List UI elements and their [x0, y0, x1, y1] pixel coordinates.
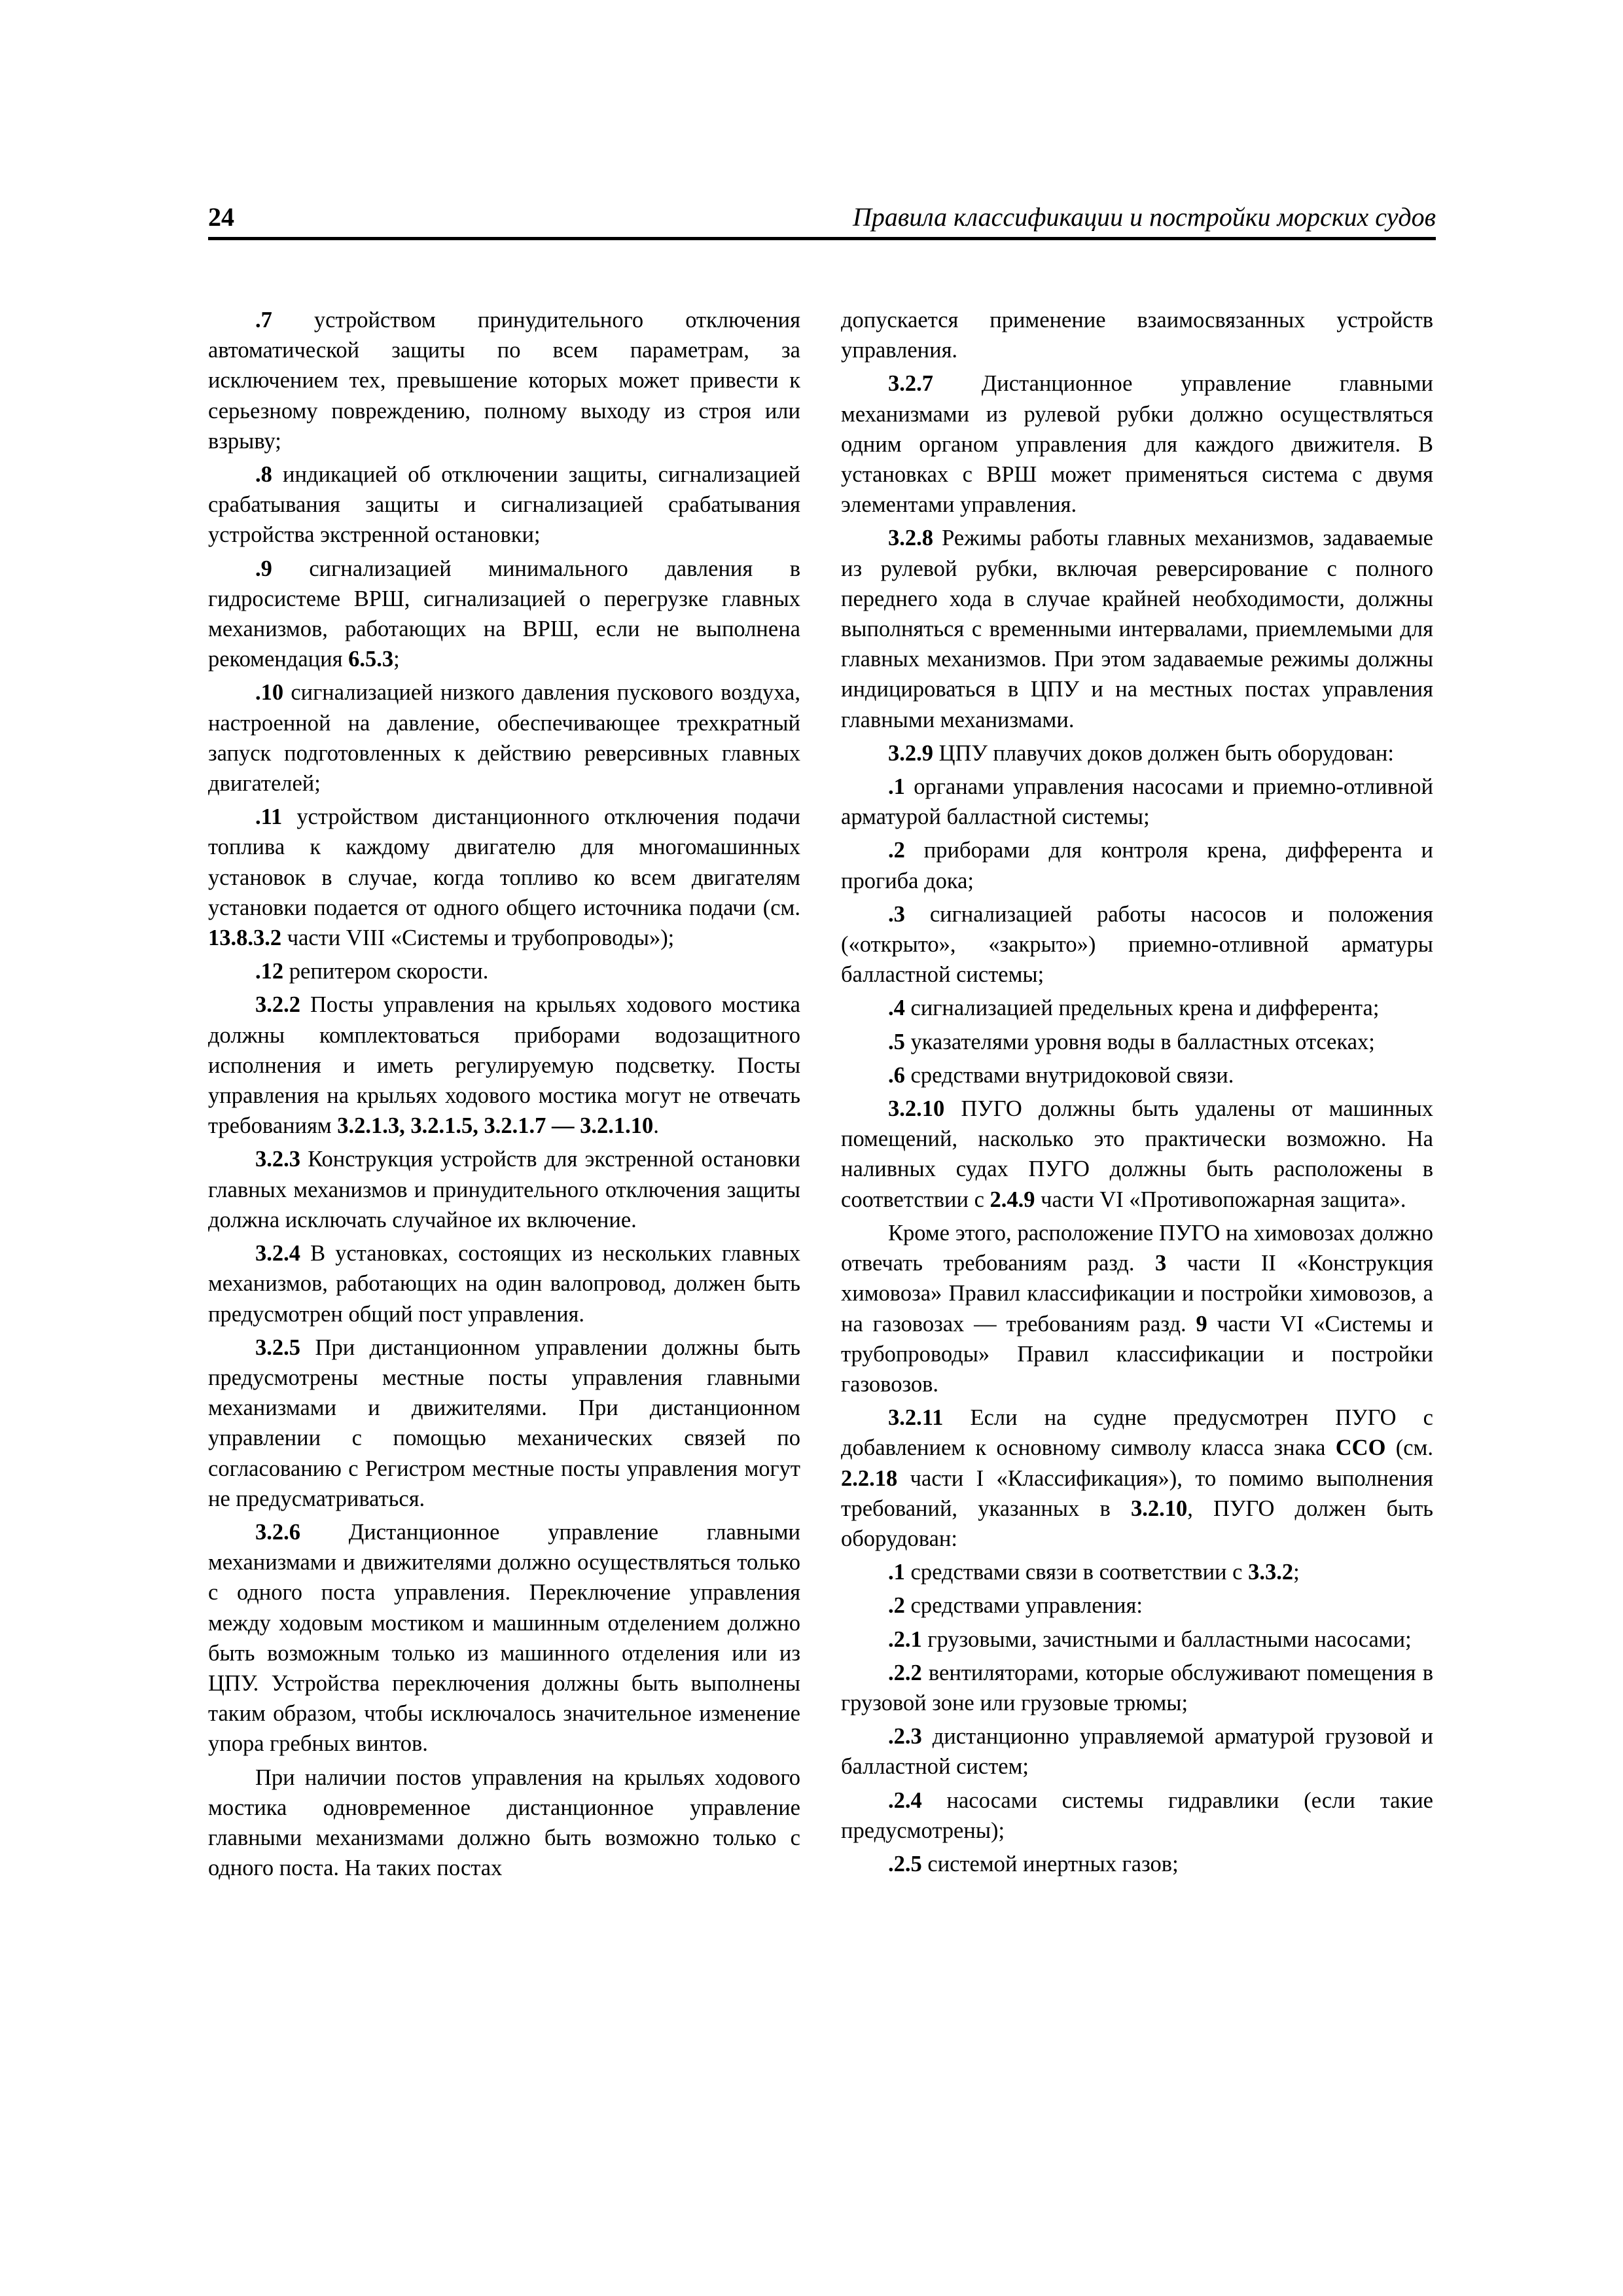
paragraph: [208, 1763, 800, 1884]
paragraph: [841, 1721, 1433, 1782]
paragraph-text: органами управления насосами и приемно-отливной арматурой балластной системы;: [841, 774, 1433, 830]
page-header: [208, 199, 1436, 236]
clause-number: .2.3: [888, 1724, 922, 1749]
paragraph-text: При наличии постов управления на крыльях ходового мостика одновременное дистанционное управление главными механизмами должно быть возможно только с одного поста. На таких постах: [208, 1765, 800, 1881]
clause-number: .1: [888, 1560, 905, 1585]
paragraph-text: устройством принудительного отключения автоматической защиты по всем параметрам, за исключением тех, превышение которых может привести к серьезному повреждению, полному выходу из строя или взрыву;: [208, 308, 800, 454]
paragraph-text: допускается применение взаимосвязанных устройств управления.: [841, 308, 1433, 363]
paragraph-text: сигнализацией предельных крена и дифферента;: [904, 996, 1380, 1021]
paragraph-text: .: [653, 1113, 659, 1139]
paragraph-text: части I «Классификация»), то помимо выполнения требований, указанных в: [841, 1465, 1433, 1521]
reference: 2.4.9: [990, 1187, 1035, 1212]
paragraph: [841, 1027, 1433, 1057]
clause-number: .2.4: [888, 1787, 922, 1813]
paragraph: [841, 899, 1433, 990]
clause-number: 3.2.2: [255, 992, 300, 1018]
clause-number: .2.2: [888, 1660, 922, 1685]
reference: 2.2.18: [841, 1465, 898, 1491]
paragraph-text: При дистанционном управлении должны быть предусмотрены местные посты управления главными механизмами и движителями. При дистанционном управлении с помощью механических связей по согласованию с Регистром местные посты управления могут не предусматриваться.: [208, 1335, 800, 1511]
paragraph-text: грузовыми, зачистными и балластными насосами;: [921, 1626, 1412, 1652]
reference: 3.3.2: [1248, 1560, 1294, 1585]
paragraph: [208, 990, 800, 1141]
paragraph: [841, 1403, 1433, 1554]
paragraph-text: Посты управления на крыльях ходового мостика должны комплектоваться приборами водозащитного исполнения и иметь регулируемую подсветку. Посты управления на крыльях ходового мостика могут не отвечать требованиям: [208, 992, 800, 1139]
page-number: 24: [208, 202, 234, 232]
clause-number: 3.2.10: [888, 1096, 945, 1122]
clause-number: .3: [888, 901, 905, 927]
paragraph-text: В установках, состоящих из нескольких главных механизмов, работающих на один валопровод, должен быть предусмотрен общий пост управления.: [208, 1241, 800, 1327]
clause-number: 3.2.11: [888, 1405, 944, 1431]
clause-number: .2.1: [888, 1626, 922, 1652]
paragraph: [208, 305, 800, 456]
paragraph-text: Режимы работы главных механизмов, задаваемые из рулевой рубки, включая реверсирование с полного переднего хода в случае крайней необходимости, должны выполняться с временными интервалами, приемлемыми для главных механизмов. При этом задаваемые режимы должны индицироваться в ЦПУ и на местных постах управления главными механизмами.: [841, 526, 1433, 732]
paragraph: [841, 1658, 1433, 1718]
paragraph: [208, 554, 800, 675]
paragraph: [208, 677, 800, 798]
paragraph-text: Кроме этого, расположение ПУГО на химовозах должно отвечать требованиям разд.: [841, 1220, 1433, 1276]
paragraph-text: сигнализацией низкого давления пускового воздуха, настроенной на давление, обеспечивающее трехкратный запуск подготовленных к действию реверсивных главных двигателей;: [208, 680, 800, 797]
paragraph-text: ЦПУ плавучих доков должен быть оборудован:: [933, 740, 1394, 766]
clause-number: .4: [888, 996, 905, 1021]
paragraph-text: Дистанционное управление главными механизмами из рулевой рубки должно осуществляться одним органом управления для каждого движителя. В установках с ВРШ может применяться система с двумя элементами управления.: [841, 371, 1433, 518]
paragraph: [841, 523, 1433, 734]
paragraph: [841, 368, 1433, 520]
paragraph-text: дистанционно управляемой арматурой грузовой и балластной систем;: [841, 1724, 1433, 1780]
reference: 13.8.3.2: [208, 925, 282, 951]
paragraph: [208, 802, 800, 953]
clause-number: .6: [888, 1062, 905, 1088]
clause-number: 3.2.9: [888, 740, 933, 766]
paragraph-text: средствами управления:: [904, 1593, 1143, 1619]
paragraph-text: репитером скорости.: [283, 959, 489, 984]
clause-number: 3.2.7: [888, 371, 933, 397]
clause-number: .7: [255, 308, 272, 332]
paragraph-text: индикацией об отключении защиты, сигнализацией срабатывания защиты и сигнализацией срабатывания устройства экстренной остановки;: [208, 462, 800, 548]
paragraph: [841, 1590, 1433, 1621]
clause-number: .9: [255, 556, 272, 581]
paragraph-text: указателями уровня воды в балластных отсеках;: [904, 1029, 1375, 1054]
clause-number: .2.5: [888, 1851, 922, 1876]
paragraph-text: Конструкция устройств для экстренной остановки главных механизмов и принудительного отключения защиты должна исключать случайное их включение.: [208, 1147, 800, 1232]
paragraph-text: средствами связи в соответствии с: [904, 1560, 1249, 1585]
paragraph-text: части VI «Противопожарная защита».: [1035, 1187, 1406, 1212]
paragraph: [208, 1517, 800, 1759]
paragraph: [208, 956, 800, 986]
paragraph-text: приборами для контроля крена, дифферента и прогиба дока;: [841, 838, 1433, 893]
paragraph: [841, 1785, 1433, 1846]
paragraph-text: средствами внутридоковой связи.: [904, 1062, 1234, 1088]
clause-number: 3.2.3: [255, 1147, 300, 1172]
paragraph: [841, 305, 1433, 365]
paragraph-text: , ПУГО должен быть оборудован:: [841, 1496, 1433, 1551]
paragraph-text: ;: [393, 647, 400, 672]
paragraph-text: (см.: [1385, 1435, 1433, 1461]
paragraph: [841, 1094, 1433, 1215]
clause-number: .11: [255, 804, 283, 830]
paragraph: [841, 772, 1433, 832]
clause-number: 3.2.6: [255, 1519, 300, 1545]
paragraph-text: сигнализацией минимального давления в гидросистеме ВРШ, сигнализацией о перегрузке главных механизмов, работающих на ВРШ, если не выполнена рекомендация: [208, 556, 800, 672]
paragraph-text: сигнализацией работы насосов и положения («открыто», «закрыто») приемно-отливной арматуры балластной системы;: [841, 901, 1433, 988]
reference: 3: [1154, 1251, 1167, 1276]
paragraph-text: устройством дистанционного отключения подачи топлива к каждому двигателю для многомашинных установок в случае, когда топливо ко всем двигателям установки подается от одного общего источника подачи (см.: [208, 804, 800, 920]
paragraph: [208, 1144, 800, 1235]
paragraph-text: вентиляторами, которые обслуживают помещения в грузовой зоне или грузовые трюмы;: [841, 1660, 1433, 1715]
paragraph-text: ;: [1293, 1560, 1300, 1585]
paragraph: [841, 1060, 1433, 1090]
clause-number: .12: [255, 959, 284, 984]
paragraph-text: Если на судне предусмотрен ПУГО с добавлением к основному символу класса знака: [841, 1405, 1433, 1461]
paragraph: [841, 1624, 1433, 1655]
clause-number: .8: [255, 462, 272, 488]
reference: 3.2.10: [1130, 1496, 1188, 1521]
paragraph: [208, 459, 800, 550]
left-column: [208, 305, 800, 1886]
clause-number: 3.2.5: [255, 1335, 300, 1360]
reference: 3.2.1.3, 3.2.1.5, 3.2.1.7 — 3.2.1.10: [337, 1113, 654, 1139]
paragraph-text: Дистанционное управление главными механизмами и движителями должно осуществляться только с одного поста управления. Переключение управления между ходовым мостиком и машинным отделением должно быть возможным только из машинного отделения или из ЦПУ. Устройства переключения должны быть выполнены таким образом, чтобы исключалось значительное изменение упора гребных винтов.: [208, 1519, 800, 1757]
paragraph: [841, 738, 1433, 768]
paragraph-text: части VI «Системы и трубопроводы» Правил классификации и постройки газовозов.: [841, 1311, 1433, 1397]
paragraph-text: ПУГО должны быть удалены от машинных помещений, насколько это практически возможно. На наливных судах ПУГО должны быть расположены в соответствии с: [841, 1096, 1433, 1212]
running-title: Правила классификации и постройки морских судов: [852, 202, 1436, 232]
clause-number: .2: [888, 838, 905, 863]
paragraph-text: насосами системы гидравлики (если такие предусмотрены);: [841, 1787, 1433, 1843]
paragraph: [841, 1849, 1433, 1879]
paragraph: [208, 1238, 800, 1329]
paragraph-text: части VIII «Системы и трубопроводы»);: [281, 925, 675, 951]
clause-number: .10: [255, 680, 284, 706]
right-column: [841, 305, 1433, 1882]
paragraph-text: части II «Конструкция химовоза» Правил классификации и постройки химовозов, а на газовозах — требованиям разд.: [841, 1251, 1433, 1336]
clause-number: 3.2.4: [255, 1241, 300, 1266]
paragraph: [841, 1218, 1433, 1399]
reference: 9: [1196, 1311, 1207, 1336]
reference: CCO: [1335, 1435, 1386, 1461]
paragraph-text: системой инертных газов;: [921, 1851, 1179, 1876]
clause-number: .5: [888, 1029, 905, 1054]
paragraph: [841, 993, 1433, 1023]
clause-number: .1: [888, 774, 905, 800]
clause-number: .2: [888, 1593, 905, 1619]
header-rule: [208, 237, 1436, 240]
paragraph: [208, 1333, 800, 1514]
reference: 6.5.3: [348, 647, 394, 672]
clause-number: 3.2.8: [888, 526, 933, 551]
paragraph: [841, 1557, 1433, 1587]
paragraph: [841, 835, 1433, 895]
